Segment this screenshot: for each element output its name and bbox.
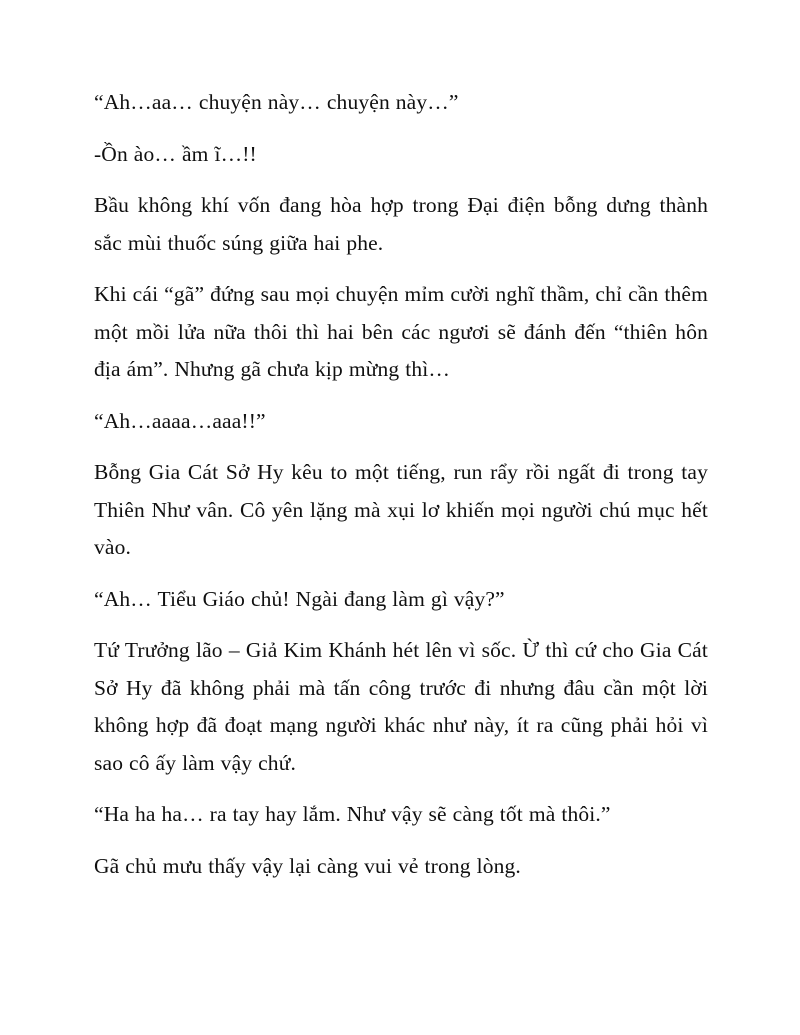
paragraph-narration-bau-khong-khi: Bầu không khí vốn đang hòa hợp trong Đại điện bỗng dưng thành sắc mùi thuốc súng giữa hai phe. — [94, 193, 708, 255]
paragraph-narration-bong-gia-cat-so-hy: Bỗng Gia Cát Sở Hy kêu to một tiếng, run rẩy rồi ngất đi trong tay Thiên Như vân. Cô yên lặng mà xụi lơ khiến mọi người chú mục hết vào. — [94, 460, 708, 559]
paragraph-narration-khi-cai-ga: Khi cái “gã” đứng sau mọi chuyện mỉm cười nghĩ thầm, chỉ cần thêm một mồi lửa nữa thôi thì hai bên các ngươi sẽ đánh đến “thiên hôn địa ám”. Nhưng gã chưa kịp mừng thì… — [94, 282, 708, 381]
text-column — [94, 84, 708, 885]
paragraph-dialogue-ah-aaaa: “Ah…aaaa…aaa!!” — [94, 408, 266, 433]
paragraph-narration-ga-chu-muu: Gã chủ mưu thấy vậy lại càng vui vẻ trong lòng. — [94, 853, 521, 878]
paragraph-narration-tu-truong-lao: Tứ Trưởng lão – Giả Kim Khánh hét lên vì sốc. Ừ thì cứ cho Gia Cát Sở Hy đã không phải mà tấn công trước đi nhưng đâu cần một lời không hợp đã đoạt mạng người khác như này, ít ra cũng phải hỏi vì sao cô ấy làm vậy chứ. — [94, 638, 708, 775]
paragraph-dialogue-ah-aa: “Ah…aa… chuyện này… chuyện này…” — [94, 90, 459, 114]
paragraph-dialogue-tieu-giao-chu: “Ah… Tiểu Giáo chủ! Ngài đang làm gì vậy?” — [94, 586, 505, 611]
paragraph-dialogue-on-ao: -Ồn ào… ầm ĩ…!! — [94, 141, 257, 166]
paragraph-dialogue-ha-ha-ha: “Ha ha ha… ra tay hay lắm. Như vậy sẽ càng tốt mà thôi.” — [94, 802, 611, 826]
